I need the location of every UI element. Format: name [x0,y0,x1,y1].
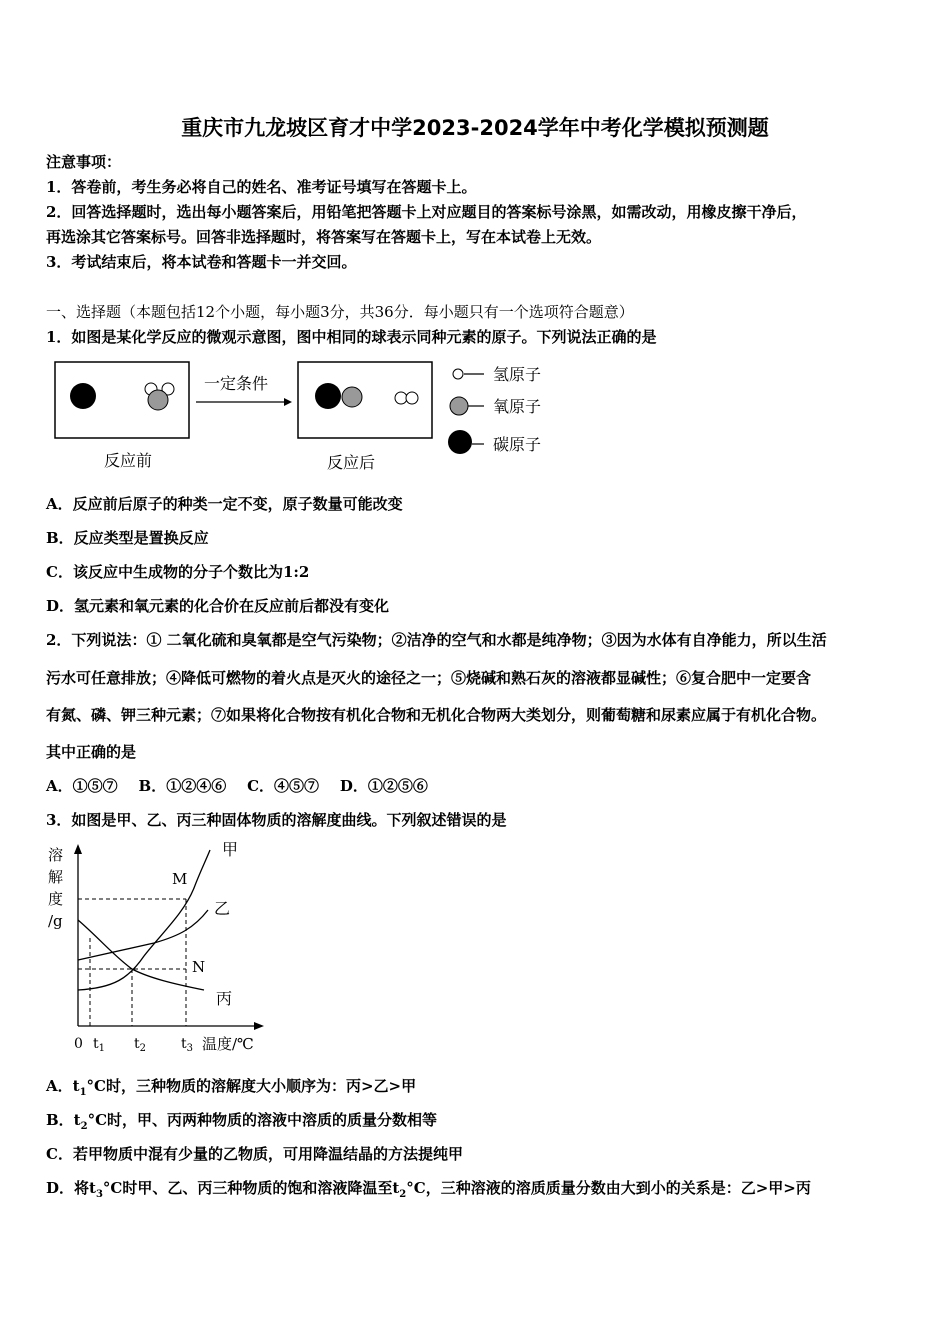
question-1-stem: 1．如图是某化学反应的微观示意图，图中相同的球表示同种元素的原子。下列说法正确的是 [46,328,657,346]
oxygen-legend-icon [450,397,468,415]
point-n: N [192,958,206,976]
after-label: 反应后 [327,453,376,472]
q3-option-c: C．若甲物质中混有少量的乙物质，可用降温结晶的方法提纯甲 [46,1145,463,1163]
q1-option-a: A．反应前后原子的种类一定不变，原子数量可能改变 [46,495,403,513]
question-2-line: 污水可任意排放；④降低可燃物的着火点是灭火的途径之一；⑤烧碱和熟石灰的溶液都显碱性；⑥复合肥中一定要含 [46,669,812,687]
question-3-stem: 3．如图是甲、乙、丙三种固体物质的溶解度曲线。下列叙述错误的是 [46,811,507,829]
solubility-chart [44,838,274,1058]
y-label: 度 [48,890,64,908]
tick-t3: $t_3$ [181,1036,194,1054]
q3-option-a: A．$t_1^\circ C$时，三种物质的溶解度大小顺序为：丙>乙>甲 [46,1077,417,1098]
h2-molecule [395,392,418,404]
carbon-legend-icon [448,430,472,454]
reaction-diagram [46,358,566,478]
before-label: 反应前 [104,451,153,470]
section-heading: 一、选择题（本题包括12个小题，每小题3分，共36分．每小题只有一个选项符合题意） [46,303,634,321]
q1-option-c: C．该反应中生成物的分子个数比为1:2 [46,563,310,581]
notice-item: 1．答卷前，考生务必将自己的姓名、准考证号填写在答题卡上。 [46,178,477,196]
legend-carbon: 碳原子 [493,435,542,454]
carbon-atom [70,383,96,409]
q2-options: A．①⑤⑦ B．①②④⑥ C．④⑤⑦ D．①②⑤⑥ [46,777,428,795]
tick-t1: $t_1$ [93,1036,106,1054]
legend-hydrogen: 氢原子 [493,365,542,384]
co-molecule [315,383,362,409]
y-label: /g [48,912,63,930]
curve-yi [78,910,208,960]
condition-label: 一定条件 [204,374,269,393]
q1-option-d: D．氢元素和氧元素的化合价在反应前后都没有变化 [46,597,390,615]
q3-option-b: B．$t_2^\circ C$时，甲、丙两种物质的溶液中溶质的质量分数相等 [46,1111,438,1132]
curve-label-bing: 丙 [216,989,233,1008]
page-title: 重庆市九龙坡区育才中学2023-2024学年中考化学模拟预测题 [181,116,769,140]
notice-heading: 注意事项： [46,153,122,171]
q1-option-b: B．反应类型是置换反应 [46,529,209,547]
origin-label: 0 [74,1036,83,1052]
y-label: 解 [48,868,64,886]
notice-item: 2．回答选择题时，选出每小题答案后，用铅笔把答题卡上对应题目的答案标号涂黑，如需改动，用橡皮擦干净后， [46,203,807,221]
hydrogen-legend-icon [453,369,463,379]
x-label: 温度/℃ [202,1035,254,1053]
water-molecule [145,383,174,410]
tick-t2: $t_2$ [134,1036,147,1054]
y-label: 溶 [48,846,64,864]
question-2-line: 其中正确的是 [46,743,137,761]
notice-item: 3．考试结束后，将本试卷和答题卡一并交回。 [46,253,357,271]
question-2-line: 有氮、磷、钾三种元素；⑦如果将化合物按有机化合物和无机化合物两大类划分，则葡萄糖和尿素应属于有机化合物。 [46,706,827,724]
notice-item: 再选涂其它答案标号。回答非选择题时，将答案写在答题卡上，写在本试卷上无效。 [46,228,602,246]
curve-label-jia: 甲 [222,840,239,859]
q3-option-d: D．将$t_3^\circ C$时甲、乙、丙三种物质的饱和溶液降温至$t_2^\circ C$，三种溶液的溶质质量分数由大到小的关系是：乙>甲>丙 [46,1179,811,1200]
question-2-line: 2．下列说法：① 二氧化硫和臭氧都是空气污染物；②洁净的空气和水都是纯净物；③因为水体有自净能力，所以生活 [46,631,827,649]
legend-oxygen: 氧原子 [493,397,542,416]
curve-label-yi: 乙 [214,899,231,918]
point-m: M [172,870,188,888]
